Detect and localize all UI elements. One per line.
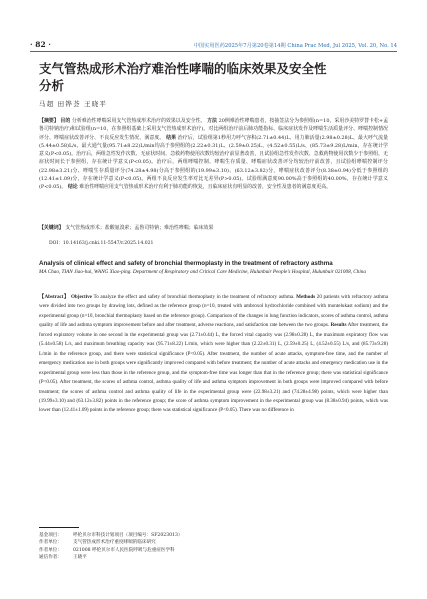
english-authors: MA Chao, TIAN Jiao-hui, WANG Xiao-ping. Department of Respiratory and Critical Care Medicine, Hulunbuir People's Hospital, Hulunbuir 021008, China — [39, 269, 366, 275]
en-objective-label: Objective — [70, 294, 92, 300]
footnote-text: 呼伦贝尔市科技计划项目（项目编号：SF2023013） — [73, 533, 183, 538]
footnote-line — [39, 532, 182, 539]
abstract-conclusion-label: 结论 — [67, 184, 78, 191]
chinese-abstract — [39, 117, 388, 192]
footnote-rule — [39, 527, 79, 528]
en-results-text: After treatment, the forced expiratory volume in one second in the experimental group was (2.71±0.44) L, the forced vital capacity was (2.98±0.28) L, the maximum expiratory flow was (5.44±0.58) L/s, and maximum breathing capacity was (95.71±8.22) L/min, which were higher than (2.22±0.31) L, (2.59±0.25) L, (4.52±0.55) L/s, and (85.73±9.28) L/min in the reference group, and there were statistical significance (P<0.05). After treatment, the number of acute attacks, symptom-free time, and the number of emergency medication use in both groups were significantly improved compared with before treatment; the number of acute attacks and emergency medication use in the experimental group were less than those in the reference group, and the symptom-free time was longer than that in the reference group; there was statistical significance (P<0.05). After treatment, the scores of asthma control, asthma quality of life and asthma symptom improvement in both groups were improved compared with before treatment; the scores of asthma control and asthma quality of life in the experimental group were (22.98±3.21) and (74.28±4.98) points, which were higher than (19.99±3.10) and (63.12±3.82) points in the reference group; the score of asthma symptom improvement in the experimental group was (8.38±0.94) points, which was lower than (12.41±1.09) points in the reference group; there was statistical significance (P<0.05). There was no difference in — [39, 322, 388, 414]
footnote-line — [39, 547, 182, 554]
keywords-label: 【关键词】 — [39, 225, 64, 231]
article-title: 支气管热成形术治疗难治性哮喘的临床效果及安全性分析 — [39, 61, 327, 93]
abstract-objective-label: 目的 — [60, 118, 71, 124]
page-number: · 82 · — [30, 40, 51, 49]
footnote-label: 作者单位： — [39, 540, 62, 546]
en-results-label: Results — [330, 322, 347, 329]
footnote-text: 支气管热成形术治疗重度哮喘的临床研究 — [73, 540, 156, 546]
page-header — [30, 38, 397, 50]
abstract-conclusion-text: 难治性哮喘应用支气管热成形术治疗有利于肺功能的恢复，且临床症状有明显的改善，安全性及患者的满意度更高。 — [79, 184, 332, 191]
en-objective-text: To analyze the effect and safety of bronchial thermoplasty in the treatment of refractory asthma. — [93, 294, 295, 300]
footnote-line — [39, 539, 182, 546]
footnote-line — [39, 554, 182, 561]
footnote-text: 王晓平 — [73, 555, 87, 561]
en-methods-text: 20 patients with refractory asthma were divided into two groups by drawing lots, defined as the reference group (n=10, treated with ambroxol hydrochloride combined with montelukast sodium) and the experimental group (n=10, bronchial thermoplasty based on the reference group). Comparison of the changes in lung function indicators, scores of asthma control, asthma quality of life and asthma symptom improvement before and after treatment, adverse reactions, and satisfaction rate between the two groups. — [39, 294, 389, 329]
footnote-label: 基金项目： — [39, 533, 62, 538]
abstract-methods-text: 20例难治性哮喘患者，按抽签法分为参照组(n=10，采用沙美特罗替卡松+孟鲁司特钠治疗)和试验组(n=10，在参照组基础上采用支气管热成形术治疗)。对比两组治疗前后肺功能指标、临床症状发作及哮喘生活质量评分、哮喘控制情况评分、哮喘症状改善评分、不良反应发生情况、满意度。 — [39, 118, 389, 141]
en-methods-label: Methods — [296, 294, 316, 300]
footnote-text: 021008 呼伦贝尔市人民医院呼吸与危重症医学科 — [73, 547, 175, 553]
abstract-objective-text: 分析难治性哮喘采用支气管热成形术治疗的效果以及安全性。 — [71, 118, 206, 124]
author-list: 马超 田铧荟 王晓平 — [39, 100, 108, 108]
en-abstract-label: 【Abstract】 — [39, 294, 70, 300]
english-title: Analysis of clinical effect and safety of bronchial thermoplasty in the treatment of refractory asthma — [39, 260, 333, 267]
footnote-label: 通信作者： — [39, 555, 62, 561]
footnote-label: 作者单位： — [39, 547, 62, 553]
abstract-methods-label: 方法 — [207, 118, 217, 124]
footnotes — [39, 532, 182, 562]
keywords — [39, 224, 388, 232]
keywords-text: 支气管热成形术；盐酸氨溴索；孟鲁司特钠；难治性哮喘；临床效果 — [65, 225, 214, 231]
english-abstract — [39, 293, 388, 416]
journal-citation: 中国实用医药2025年7月第20卷第14期 China Prac Med, Jul 2025, Vol. 20, No. 14 — [193, 43, 397, 49]
abstract-results-label: 结果 — [166, 134, 177, 141]
abstract-results-text: 治疗后，试验组第1秒用力呼气容积(2.71±0.44)L、用力肺活量(2.98±0.28)L、最大呼气流量(5.44±0.58)L/s、最大通气量(95.71±8.22)L/min均高于参照组的(2.22±0.31)L、(2.59±0.25)L、(4.52±0.55)L/s、(85.73±9.28)L/min，存在统计学意义(P<0.05)。治疗后，两组急性发作次数、无症状时间、急救药物使用次数均较治疗前显著改善，且试验组急性发作次数、急救药物使用次数少于参照组，无症状时间长于参照组，存在统计学意义(P<0.05)。治疗后，两组哮喘控制、哮喘生存质量、哮喘症状改善评分均较治疗前改善，且试验组哮喘控制评分(22.98±3.21)分、哮喘生存质量评分(74.28±4.98)分高于参照组的(19.99±3.10)、(63.12±3.82)分，哮喘症状改善评分(8.38±0.94)分低于参照组的(12.41±1.09)分，存在统计学意义(P<0.05)。两组不良反应发生率对比无差异(P>0.05)。试验组满意度90.00%高于参照组的40.00%，存在统计学意义(P<0.05)。 — [39, 134, 389, 191]
doi: DOI：10.14163/j.cnki.11-5547/r.2025.14.021 — [49, 241, 154, 246]
header-rule — [30, 51, 397, 52]
abstract-label: 【摘要】 — [39, 118, 59, 124]
